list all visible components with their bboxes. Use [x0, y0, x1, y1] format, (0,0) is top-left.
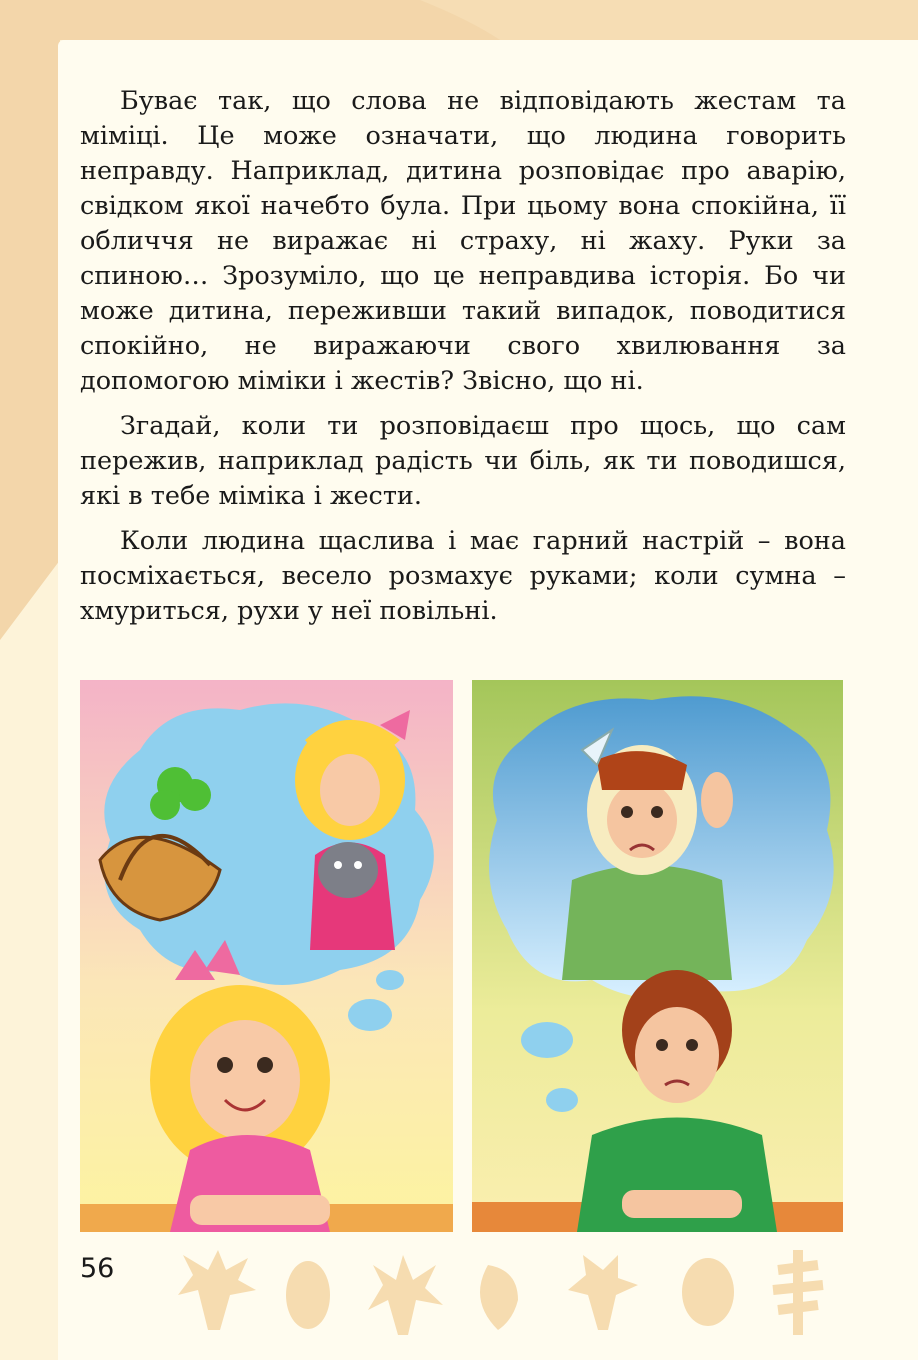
- paragraph-3: Коли людина щаслива і має гарний настрій – вона посміхається, весело розмахує руками; коли сумна – хмуриться, рухи у неї повільні.: [80, 526, 846, 626]
- sad-boy-illustration: [472, 680, 843, 1232]
- autumn-leaves-decoration: [168, 1250, 848, 1340]
- body-text: [80, 84, 846, 639]
- page-number: 56: [80, 1253, 115, 1284]
- paragraph-2: Згадай, коли ти розповідаєш про щось, що сам пережив, наприклад радість чи біль, як ти поводишся, які в тебе міміка і жести.: [80, 411, 846, 511]
- paragraph-1: Буває так, що слова не відповідають жестам та міміці. Це може означати, що людина говорить неправду. Наприклад, дитина розповідає про аварію, свідком якої начебто була. При цьому вона спокійна, її обличчя не виражає ні страху, ні жаху. Руки за спиною… Зрозуміло, що це неправдива історія. Бо чи може дитина, переживши такий випадок, поводитися спокійно, не виражаючи свого хвилювання за допомогою міміки і жестів? Звісно, що ні.: [80, 86, 846, 396]
- happy-girl-illustration: [80, 680, 453, 1232]
